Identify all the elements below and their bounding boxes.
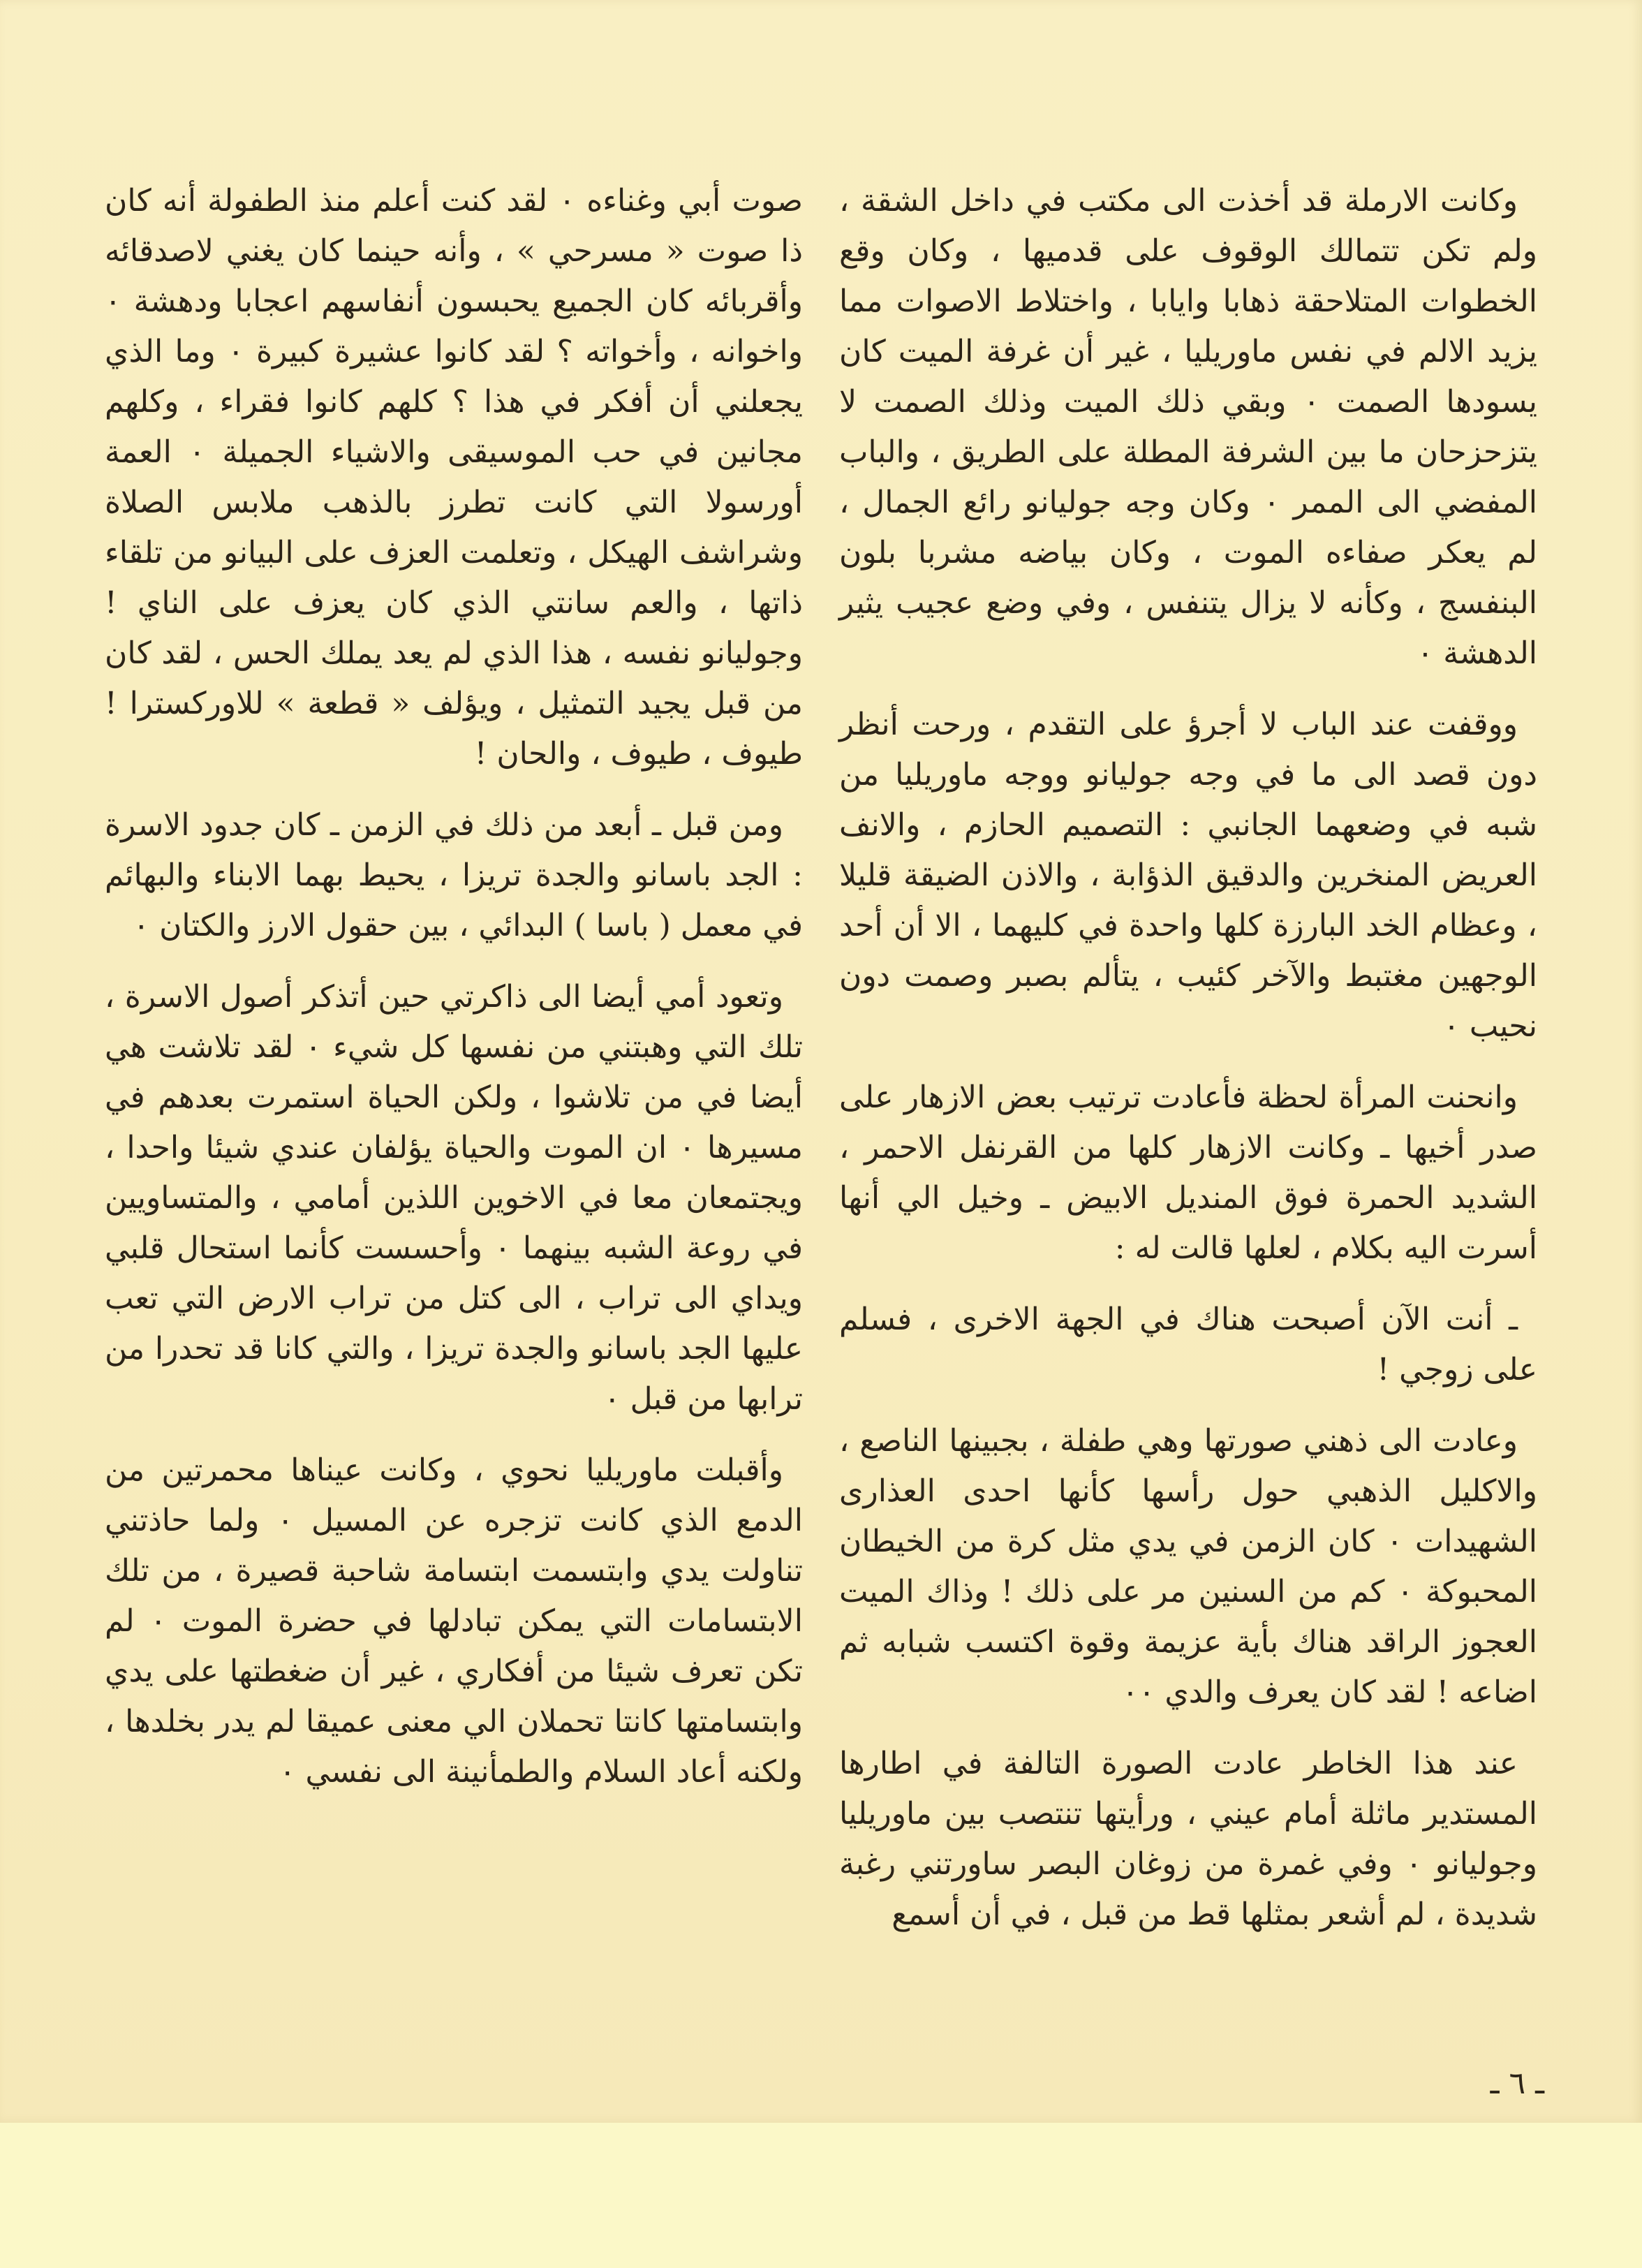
paragraph: ومن قبل ـ أبعد من ذلك في الزمن ـ كان جدود الاسرة : الجد باسانو والجدة تريزا ، يحيط بهما الابناء والبهائم في معمل ( باسا ) البدائي ، بين حقول الارز والكتان ٠ <box>105 807 803 943</box>
paragraph: ـ أنت الآن أصبحت هناك في الجهة الاخرى ، فسلم على زوجي ! <box>839 1302 1537 1387</box>
left-text-column <box>105 176 803 1818</box>
paragraph: عند هذا الخاطر عادت الصورة التالفة في اطارها المستدير ماثلة أمام عيني ، ورأيتها تنتصب بين ماوريليا وجوليانو ٠ وفي غمرة من زوغان البصر ساورتني رغبة شديدة ، لم أشعر بمثلها قط من قبل ، في أن أسمع <box>839 1746 1537 1932</box>
paragraph: ووقفت عند الباب لا أجرؤ على التقدم ، ورحت أنظر دون قصد الى ما في وجه جوليانو ووجه ماوريليا من شبه في وضعهما الجانبي : التصميم الحازم ، والانف العريض المنخرين والدقيق الذؤابة ، والاذن الضيقة قليلا ، وعظام الخد البارزة كلها واحدة في كليهما ، الا أن أحد الوجهين مغتبط والآخر كئيب ، يتألم بصبر وصمت دون نحيب ٠ <box>839 707 1537 1044</box>
paragraph: وعادت الى ذهني صورتها وهي طفلة ، بجبينها الناصع ، والاكليل الذهبي حول رأسها كأنها احدى العذارى الشهيدات ٠ كان الزمن في يدي مثل كرة من الخيطان المحبوكة ٠ كم من السنين مر على ذلك ! وذاك الميت العجوز الراقد هناك بأية عزيمة وقوة اكتسب شبابه ثم اضاعه ! لقد كان يعرف والدي ٠٠ <box>839 1423 1537 1710</box>
paragraph: صوت أبي وغناءه ٠ لقد كنت أعلم منذ الطفولة أنه كان ذا صوت « مسرحي » ، وأنه حينما كان يغني لاصدقائه وأقربائه كان الجميع يحبسون أنفاسهم اعجابا ودهشة ٠ واخوانه ، وأخواته ؟ لقد كانوا عشيرة كبيرة ٠ وما الذي يجعلني أن أفكر في هذا ؟ كلهم كانوا فقراء ، وكلهم مجانين في حب الموسيقى والاشياء الجميلة ٠ العمة أورسولا التي كانت تطرز بالذهب ملابس الصلاة وشراشف الهيكل ، وتعلمت العزف على البيانو من تلقاء ذاتها ، والعم سانتي الذي كان يعزف على الناي ! وجوليانو نفسه ، هذا الذي لم يعد يملك الحس ، لقد كان من قبل يجيد التمثيل ، ويؤلف « قطعة » للاوركسترا ! طيوف ، طيوف ، والحان ! <box>105 183 803 772</box>
right-text-column <box>839 176 1537 1961</box>
paragraph: وتعود أمي أيضا الى ذاكرتي حين أتذكر أصول الاسرة ، تلك التي وهبتني من نفسها كل شيء ٠ لقد تلاشت هي أيضا في من تلاشوا ، ولكن الحياة استمرت بعدهم في مسيرها ٠ ان الموت والحياة يؤلفان عندي شيئا واحدا ، ويجتمعان معا في الاخوين اللذين أمامي ، والمتساويين في روعة الشبه بينهما ٠ وأحسست كأنما استحال قلبي ويداي الى تراب ، الى كتل من تراب الارض التي تعب عليها الجد باسانو والجدة تريزا ، والتي كانا قد تحدرا من ترابها من قبل ٠ <box>105 979 804 1417</box>
paragraph: وانحنت المرأة لحظة فأعادت ترتيب بعض الازهار على صدر أخيها ـ وكانت الازهار كلها من القرنفل الاحمر ، الشديد الحمرة فوق المنديل الابيض ـ وخيل الي أنها أسرت اليه بكلام ، لعلها قالت له : <box>839 1080 1537 1266</box>
page-number: ـ ٦ ـ <box>1490 2066 1544 2101</box>
paragraph: وكانت الارملة قد أخذت الى مكتب في داخل الشقة ، ولم تكن تتمالك الوقوف على قدميها ، وكان وقع الخطوات المتلاحقة ذهابا وايابا ، واختلاط الاصوات مما يزيد الالم في نفس ماوريليا ، غير أن غرفة الميت كان يسودها الصمت ٠ وبقي ذلك الميت وذلك الصمت لا يتزحزحان ما بين الشرفة المطلة على الطريق ، والباب المفضي الى الممر ٠ وكان وجه جوليانو رائع الجمال ، لم يعكر صفاءه الموت ، وكان بياضه مشربا بلون البنفسج ، وكأنه لا يزال يتنفس ، وفي وضع عجيب يثير الدهشة ٠ <box>839 183 1537 671</box>
paragraph: وأقبلت ماوريليا نحوي ، وكانت عيناها محمرتين من الدمع الذي كانت تزجره عن المسيل ٠ ولما حاذتني تناولت يدي وابتسمت ابتسامة شاحبة قصيرة ، من تلك الابتسامات التي يمكن تبادلها في حضرة الموت ٠ لم تكن تعرف شيئا من أفكاري ، غير أن ضغطتها على يدي وابتسامتها كانتا تحملان الي معنى عميقا لم يدر بخلدها ، ولكنه أعاد السلام والطمأنينة الى نفسي ٠ <box>105 1452 803 1790</box>
